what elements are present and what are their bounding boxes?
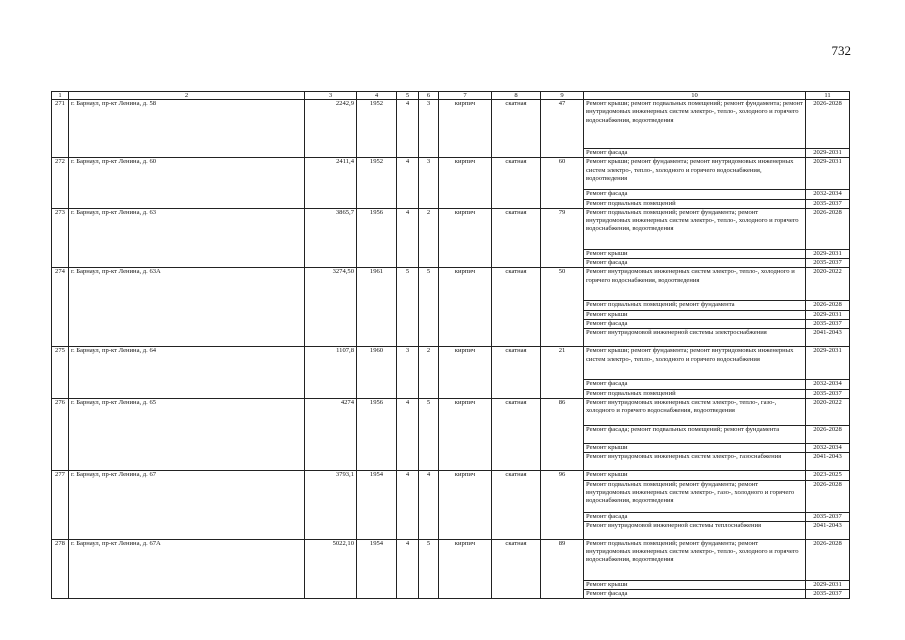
wear-percent: 79 bbox=[541, 208, 584, 268]
roof-type: скатная bbox=[492, 471, 541, 540]
floors: 4 bbox=[397, 539, 419, 599]
wall-material: кирпич bbox=[439, 268, 492, 347]
repair-period: 2023-2025 bbox=[806, 471, 850, 480]
row-number: 277 bbox=[52, 471, 69, 540]
column-header: 1 bbox=[52, 92, 69, 100]
floors: 4 bbox=[397, 208, 419, 268]
wear-percent: 86 bbox=[541, 398, 584, 470]
table-row bbox=[52, 268, 850, 301]
wall-material: кирпич bbox=[439, 471, 492, 540]
repair-work: Ремонт крыши bbox=[584, 443, 806, 452]
table-row bbox=[52, 208, 850, 249]
repair-period: 2029-2031 bbox=[806, 580, 850, 589]
repair-period: 2035-2037 bbox=[806, 320, 850, 329]
repair-work: Ремонт внутридомовой инженерной системы электроснабжения bbox=[584, 329, 806, 347]
column-header: 7 bbox=[439, 92, 492, 100]
address: г. Барнаул, пр-кт Ленина, д. 60 bbox=[69, 158, 305, 209]
entrances: 5 bbox=[419, 398, 439, 470]
floors: 5 bbox=[397, 268, 419, 347]
column-header: 10 bbox=[584, 92, 806, 100]
build-year: 1952 bbox=[357, 100, 397, 158]
address: г. Барнаул, пр-кт Ленина, д. 64 bbox=[69, 347, 305, 399]
table-row bbox=[52, 471, 850, 480]
total-area: 2411,4 bbox=[305, 158, 357, 209]
total-area: 1107,8 bbox=[305, 347, 357, 399]
repair-work: Ремонт фасада bbox=[584, 320, 806, 329]
repair-work: Ремонт подвальных помещений bbox=[584, 389, 806, 398]
repair-period: 2026-2028 bbox=[806, 208, 850, 249]
repair-period: 2026-2028 bbox=[806, 425, 850, 443]
repair-work: Ремонт подвальных помещений; ремонт фундамента; ремонт внутридомовых инженерных систем электро-, тепло-, холодного и горячего водоснабжения, водоотведения bbox=[584, 539, 806, 580]
repair-schedule-table bbox=[51, 91, 850, 599]
repair-work: Ремонт крыши bbox=[584, 580, 806, 589]
repair-work: Ремонт внутридомовых инженерных систем электро-, тепло-, газо-, холодного и горячего водоснабжения, водоотведения bbox=[584, 398, 806, 425]
repair-work: Ремонт подвальных помещений; ремонт фундамента; ремонт внутридомовых инженерных систем электро-, тепло-, холодного и горячего водоснабжения, водоотведения bbox=[584, 208, 806, 249]
floors: 4 bbox=[397, 471, 419, 540]
repair-period: 2032-2034 bbox=[806, 380, 850, 389]
repair-period: 2020-2022 bbox=[806, 268, 850, 301]
row-number: 271 bbox=[52, 100, 69, 158]
row-number: 273 bbox=[52, 208, 69, 268]
header-row bbox=[52, 92, 850, 100]
repair-work: Ремонт фасада bbox=[584, 512, 806, 521]
repair-work: Ремонт подвальных помещений bbox=[584, 199, 806, 208]
repair-period: 2029-2031 bbox=[806, 249, 850, 258]
repair-work: Ремонт фасада bbox=[584, 149, 806, 158]
table-row bbox=[52, 347, 850, 380]
repair-work: Ремонт фасада bbox=[584, 259, 806, 268]
row-number: 276 bbox=[52, 398, 69, 470]
row-number: 274 bbox=[52, 268, 69, 347]
repair-work: Ремонт крыши; ремонт фундамента; ремонт внутридомовых инженерных систем электро-, тепло-, холодного и горячего водоснабжения, водоотведения bbox=[584, 158, 806, 190]
total-area: 3793,1 bbox=[305, 471, 357, 540]
build-year: 1961 bbox=[357, 268, 397, 347]
wall-material: кирпич bbox=[439, 100, 492, 158]
entrances: 5 bbox=[419, 268, 439, 347]
repair-work: Ремонт внутридомовых инженерных систем электро-, газоснабжения bbox=[584, 453, 806, 471]
floors: 4 bbox=[397, 158, 419, 209]
column-header: 8 bbox=[492, 92, 541, 100]
wear-percent: 60 bbox=[541, 158, 584, 209]
build-year: 1952 bbox=[357, 158, 397, 209]
repair-period: 2026-2028 bbox=[806, 539, 850, 580]
roof-type: скатная bbox=[492, 100, 541, 158]
repair-work: Ремонт крыши; ремонт подвальных помещений; ремонт фундамента; ремонт внутридомовых инженерных систем электро-, тепло-, холодного и горячего водоснабжения, водоотведения bbox=[584, 100, 806, 149]
column-header: 5 bbox=[397, 92, 419, 100]
roof-type: скатная bbox=[492, 158, 541, 209]
repair-work: Ремонт внутридомовой инженерной системы теплоснабжения bbox=[584, 521, 806, 539]
wall-material: кирпич bbox=[439, 539, 492, 599]
repair-work: Ремонт подвальных помещений; ремонт фундамента bbox=[584, 301, 806, 310]
repair-period: 2029-2031 bbox=[806, 347, 850, 380]
repair-work: Ремонт фасада bbox=[584, 590, 806, 599]
total-area: 5022,10 bbox=[305, 539, 357, 599]
repair-work: Ремонт подвальных помещений; ремонт фундамента; ремонт внутридомовых инженерных систем электро-, газо-, холодного и горячего водоснабжения, водоотведения bbox=[584, 480, 806, 512]
build-year: 1956 bbox=[357, 398, 397, 470]
wall-material: кирпич bbox=[439, 398, 492, 470]
wall-material: кирпич bbox=[439, 347, 492, 399]
entrances: 3 bbox=[419, 100, 439, 158]
column-header: 4 bbox=[357, 92, 397, 100]
entrances: 2 bbox=[419, 347, 439, 399]
column-header: 2 bbox=[69, 92, 305, 100]
column-header: 9 bbox=[541, 92, 584, 100]
repair-period: 2035-2037 bbox=[806, 199, 850, 208]
column-header: 3 bbox=[305, 92, 357, 100]
repair-period: 2032-2034 bbox=[806, 190, 850, 199]
repair-period: 2035-2037 bbox=[806, 590, 850, 599]
repair-period: 2041-2043 bbox=[806, 521, 850, 539]
address: г. Барнаул, пр-кт Ленина, д. 67 bbox=[69, 471, 305, 540]
table-row bbox=[52, 539, 850, 580]
wear-percent: 21 bbox=[541, 347, 584, 399]
total-area: 2242,9 bbox=[305, 100, 357, 158]
floors: 4 bbox=[397, 398, 419, 470]
wear-percent: 47 bbox=[541, 100, 584, 158]
table-row bbox=[52, 158, 850, 190]
repair-period: 2041-2043 bbox=[806, 329, 850, 347]
table-row bbox=[52, 398, 850, 425]
address: г. Барнаул, пр-кт Ленина, д. 65 bbox=[69, 398, 305, 470]
entrances: 4 bbox=[419, 471, 439, 540]
address: г. Барнаул, пр-кт Ленина, д. 63 bbox=[69, 208, 305, 268]
repair-period: 2020-2022 bbox=[806, 398, 850, 425]
repair-work: Ремонт крыши bbox=[584, 471, 806, 480]
page-number: 732 bbox=[831, 43, 851, 58]
repair-period: 2035-2037 bbox=[806, 389, 850, 398]
repair-period: 2026-2028 bbox=[806, 100, 850, 149]
column-header: 6 bbox=[419, 92, 439, 100]
floors: 3 bbox=[397, 347, 419, 399]
row-number: 272 bbox=[52, 158, 69, 209]
roof-type: скатная bbox=[492, 398, 541, 470]
wall-material: кирпич bbox=[439, 208, 492, 268]
repair-period: 2041-2043 bbox=[806, 453, 850, 471]
build-year: 1954 bbox=[357, 471, 397, 540]
address: г. Барнаул, пр-кт Ленина, д. 67А bbox=[69, 539, 305, 599]
repair-work: Ремонт крыши bbox=[584, 310, 806, 319]
repair-period: 2035-2037 bbox=[806, 512, 850, 521]
repair-work: Ремонт крыши bbox=[584, 249, 806, 258]
repair-period: 2029-2031 bbox=[806, 310, 850, 319]
column-header: 11 bbox=[806, 92, 850, 100]
wear-percent: 96 bbox=[541, 471, 584, 540]
build-year: 1954 bbox=[357, 539, 397, 599]
address: г. Барнаул, пр-кт Ленина, д. 58 bbox=[69, 100, 305, 158]
address: г. Барнаул, пр-кт Ленина, д. 63А bbox=[69, 268, 305, 347]
wear-percent: 89 bbox=[541, 539, 584, 599]
roof-type: скатная bbox=[492, 268, 541, 347]
repair-period: 2026-2028 bbox=[806, 480, 850, 512]
repair-period: 2029-2031 bbox=[806, 158, 850, 190]
build-year: 1960 bbox=[357, 347, 397, 399]
repair-period: 2032-2034 bbox=[806, 443, 850, 452]
roof-type: скатная bbox=[492, 539, 541, 599]
repair-period: 2029-2031 bbox=[806, 149, 850, 158]
repair-work: Ремонт фасада; ремонт подвальных помещений; ремонт фундамента bbox=[584, 425, 806, 443]
row-number: 278 bbox=[52, 539, 69, 599]
repair-period: 2026-2028 bbox=[806, 301, 850, 310]
entrances: 2 bbox=[419, 208, 439, 268]
repair-period: 2035-2037 bbox=[806, 259, 850, 268]
wall-material: кирпич bbox=[439, 158, 492, 209]
repair-work: Ремонт крыши; ремонт фундамента; ремонт внутридомовых инженерных систем электро-, тепло-, холодного и горячего водоснабжения bbox=[584, 347, 806, 380]
roof-type: скатная bbox=[492, 347, 541, 399]
repair-work: Ремонт фасада bbox=[584, 380, 806, 389]
entrances: 5 bbox=[419, 539, 439, 599]
repair-work: Ремонт внутридомовых инженерных систем электро-, тепло-, холодного и горячего водоснабжения, водоотведения bbox=[584, 268, 806, 301]
wear-percent: 50 bbox=[541, 268, 584, 347]
total-area: 3865,7 bbox=[305, 208, 357, 268]
roof-type: скатная bbox=[492, 208, 541, 268]
row-number: 275 bbox=[52, 347, 69, 399]
build-year: 1956 bbox=[357, 208, 397, 268]
repair-work: Ремонт фасада bbox=[584, 190, 806, 199]
entrances: 3 bbox=[419, 158, 439, 209]
floors: 4 bbox=[397, 100, 419, 158]
total-area: 4274 bbox=[305, 398, 357, 470]
table-row bbox=[52, 100, 850, 149]
total-area: 3274,50 bbox=[305, 268, 357, 347]
